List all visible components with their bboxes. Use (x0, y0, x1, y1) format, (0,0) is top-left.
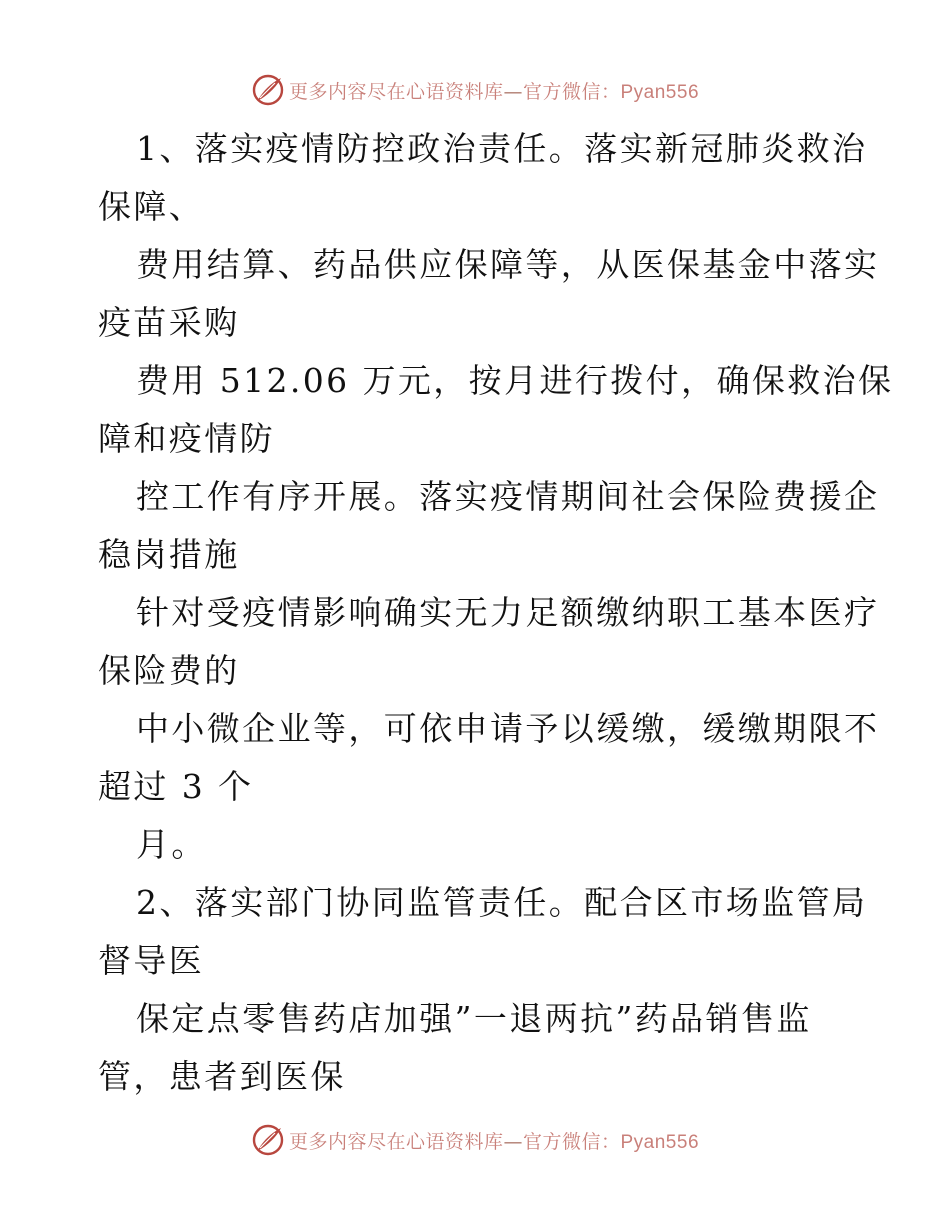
text-line: 疫苗采购 (98, 303, 240, 342)
footer-banner (0, 1120, 950, 1160)
text-line: 针对受疫情影响确实无力足额缴纳职工基本医疗 (136, 593, 880, 632)
banner-wechat-id: Pyan556 (620, 1131, 700, 1153)
text-line: 费用结算、药品供应保障等，从医保基金中落实 (136, 245, 880, 284)
feather-pen-logo-icon (251, 73, 285, 107)
text-line: 2、落实部门协同监管责任。配合区市场监管局 (136, 883, 868, 922)
banner-wechat-label: 官方微信： (522, 80, 621, 103)
banner-wechat-label: 官方微信： (522, 1130, 621, 1153)
text-line: 督导医 (98, 941, 205, 980)
banner-separator: — (503, 1130, 523, 1153)
banner-text (289, 77, 699, 104)
text-line: 费用 512.06 万元，按月进行拨付，确保救治保 (136, 361, 894, 400)
text-line: 保定点零售药店加强”一退两抗”药品销售监 (136, 999, 812, 1038)
text-line: 保障、 (98, 187, 205, 226)
document-body (98, 120, 894, 1106)
text-line: 稳岗措施 (98, 535, 240, 574)
text-line: 控工作有序开展。落实疫情期间社会保险费援企 (136, 477, 880, 516)
banner-wechat-id: Pyan556 (620, 81, 700, 103)
text-line: 1、落实疫情防控政治责任。落实新冠肺炎救治 (136, 129, 868, 168)
text-line: 管，患者到医保 (98, 1057, 346, 1096)
text-line: 中小微企业等，可依申请予以缓缴，缓缴期限不 (136, 709, 880, 748)
header-banner (0, 70, 950, 110)
banner-separator: — (503, 80, 523, 103)
banner-text (289, 1127, 699, 1154)
text-line: 超过 3 个 (98, 767, 254, 806)
text-line: 月。 (136, 825, 207, 864)
banner-main-text: 更多内容尽在心语资料库 (288, 1130, 504, 1153)
text-line: 保险费的 (98, 651, 240, 690)
feather-pen-logo-icon (251, 1123, 285, 1157)
text-line: 障和疫情防 (98, 419, 275, 458)
banner-main-text: 更多内容尽在心语资料库 (288, 80, 504, 103)
